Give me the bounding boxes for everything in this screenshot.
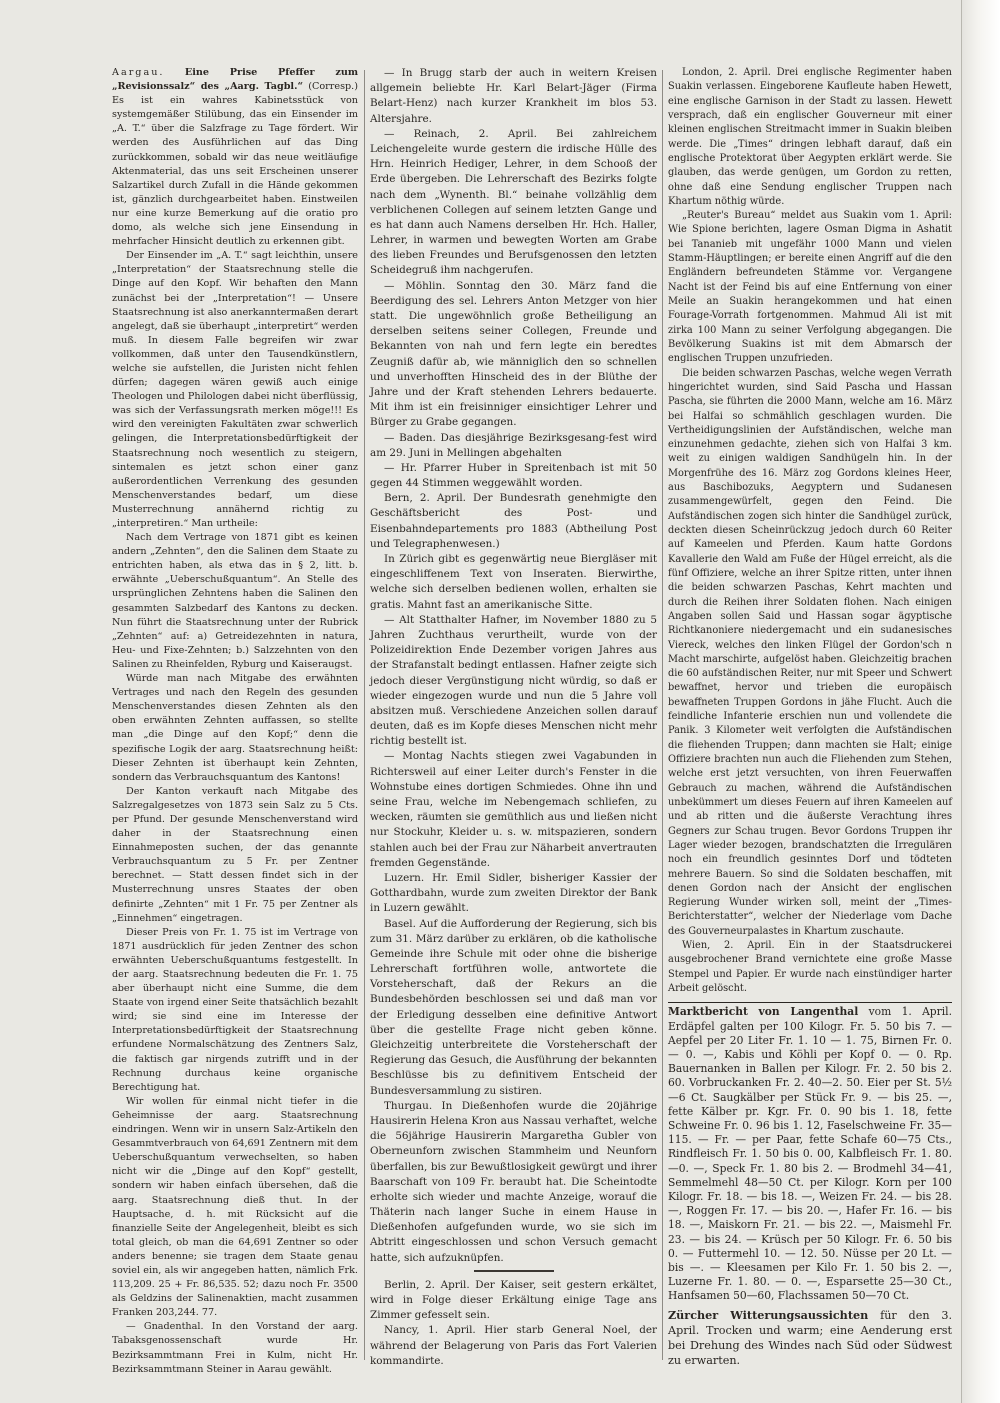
- article-paragraph: Dieser Preis von Fr. 1. 75 ist im Vertrage von 1871 ausdrücklich für jeden Zentner des schon erwähnten Ueberschußquantums festgestellt. In der aarg. Staatsrechnung bedeuten die Fr. 1. 75 aber überhaupt nicht eine Summe, die dem Staate von irgend einer Seite thatsächlich bezahlt wird; sie sind eine im Interesse der Interpretationsbedürftigkeit der Staatsrechnung erfundene Normalschätzung des Zentners Salz, die faktisch gar nirgends zutrifft und in der Rechnung durchaus keine organische Berechtigung hat.: [112, 926, 358, 1093]
- article-paragraph: Der Einsender im „A. T.“ sagt leichthin, unsere „Interpretation“ der Staatsrechnung stelle die Dinge auf den Kopf. Wir behaften den Mann zunächst bei der „Interpretation“! — Unsere Staatsrechnung ist also anerkanntermaßen derart angelegt, daß sie überhaupt „interpretirt“ werden muß. In diesem Falle begreifen wir zwar vollkommen, daß unter den Tausendkünstlern, welche sie aufstellen, die Juristen nicht fehlen dürfen; dagegen wären gewiß auch einige Theologen und Philologen dabei nicht überflüssig, was sich der Verfassungsrath merken möge!!! Es wird den vereinigten Fakultäten zwar schwerlich gelingen, die Interpretationsbedürftigkeit der Staatsrechnung noch wesentlich zu steigern, sintemalen es jetzt schon einer ganz außerordentlichen Verrenkung des gesunden Menschenverstandes bedarf, um diese Musterrechnung annähernd richtig zu „interpretiren.“ Man urtheile:: [112, 250, 358, 529]
- article-thurgau: Thurgau. In Dießenhofen wurde die 20jährige Hausirerin Helena Kron aus Nassau verhaftet, welche die 56jährige Hausirerin Margaretha Gubler von Oberneunforn zwischen Stammheim und Neunforn überfallen, bis zur Bewußtlosigkeit gewürgt und ihrer Baarschaft von 109 Fr. beraubt hat. Die Scheintodte erholte sich wieder und machte Anzeige, worauf die Thäterin nach langer Suche in einem Hause in Dießenhofen aufgefunden wurde, wo sie sich im Abtritt eingeschlossen und schon Versuch gemacht hatte, sich aufzuknüpfen.: [370, 1099, 657, 1264]
- article-richtersweil: — Montag Nachts stiegen zwei Vagabunden in Richtersweil auf einer Leiter durch's Fenster in die Wohnstube eines dortigen Schmiedes. Ohne ihn und seine Frau, welche im Nebengemach schliefen, zu wecken, räumten sie gemüthlich aus und ließen nicht nur Stockuhr, Kleider u. s. w. mitspazieren, sondern stahlen auch bei der Frau zur Näharbeit anvertrauten fremden Gegenstände.: [370, 750, 657, 869]
- place-heading: Aargau.: [112, 67, 165, 78]
- article-baden: — Baden. Das diesjährige Bezirksgesang-fest wird am 29. Juni in Mellingen abgehalten: [370, 431, 657, 459]
- weather-title: Zürcher Witterungsaussichten: [668, 1307, 869, 1322]
- column-rule: [364, 70, 365, 1360]
- column-3: [668, 66, 952, 1368]
- article-text: (Corresp.) Es ist ein wahres Kabinetsstück von systemgemäßer Stilübung, das ein Einsender im „A. T.“ über die Salzfrage zu Tage fördert. Wir werden des Ausführlichen auf das Ding zurückkommen, sobald wir das neue weitläufige Aktenmaterial, das uns seit Erscheinen unserer Salzartikel durch Zufall in die Hände gekommen ist, gänzlich durchgearbeitet haben. Einstweilen nur eine kurze Bemerkung auf die oratio pro domo, als welche sich jene Einsendung in mehrfacher Hinsicht deutlich zu erkennen gibt.: [112, 81, 358, 248]
- article-brugg: — In Brugg starb der auch in weitern Kreisen allgemein beliebte Hr. Karl Belart-Jäger (Firma Belart-Henz) nach kurzer Krankheit im blos 53. Altersjahre.: [370, 67, 657, 125]
- article-moehlin: — Möhlin. Sonntag den 30. März fand die Beerdigung des sel. Lehrers Anton Metzger von hier statt. Die ungewöhnlich große Betheiligung an derselben seitens seiner Collegen, Freunde und Bekannten von nah und fern legte ein beredtes Zeugniß dafür ab, wie männiglich den so schnellen und unverhofften Hinscheid des in der Blüthe der Jahre und der Kraft stehenden Lehrers bedauerte. Mit ihm ist ein freisinniger einsichtiger Lehrer und Bürger zu Grabe gegangen.: [370, 279, 657, 429]
- article-basel: Basel. Auf die Aufforderung der Regierung, sich bis zum 31. März darüber zu erklären, ob die katholische Gemeinde ihre Schule mit oder ohne die bisherige Lehrerschaft fortführen wolle, antwortete die Vorsteherschaft, daß der Rekurs an die Bundesbehörden beschlossen sei und daß man vor der Erledigung desselben eine definitive Antwort über die gestellte Frage nicht geben könne. Gleichzeitig unterbreitete die Vorsteherschaft der Regierung das Gesuch, die Ausführung der bekannten Beschlüsse bis zu definitivem Entscheid der Bundesversammlung zu sistiren.: [370, 917, 657, 1097]
- page-edge: [961, 0, 1000, 1403]
- column-rule: [662, 70, 663, 1360]
- weather-forecast: [668, 1308, 952, 1368]
- article-paragraph: Der Kanton verkauft nach Mitgabe des Salzregalgesetzes von 1873 sein Salz zu 5 Cts. per Pfund. Der gesunde Menschenverstand wird daher in der Staatsrechnung einen Einnahmeposten suchen, der das genannte Verbrauchsquantum zu 5 Fr. per Zentner berechnet. — Statt dessen findet sich in der Musterrechnung unsres Staates der oben definirte „Zehnten“ mit 1 Fr. 75 per Zentner als „Einnehmen“ eingetragen.: [112, 785, 358, 924]
- article-nancy: Nancy, 1. April. Hier starb General Noel, der während der Belagerung von Paris das Fort Valerien kommandirte.: [370, 1324, 657, 1367]
- article-london: London, 2. April. Drei englische Regimenter haben Suakin verlassen. Eingeborene Kaufleute haben Hewett, eine englische Garnison in der Stadt zu lassen. Hewett versprach, daß ein englischer Gouverneur mit einer kleinen englischen Streitmacht immer in Suakin bleiben werde. Die „Times“ dringen lebhaft darauf, daß ein englische Protektorat über Aegypten erklärt werde. Sie glauben, das werde genügen, um Gordon zu retten, ohne daß eine Sendung englischer Truppen nach Khartum nöthig würde.: [668, 67, 952, 207]
- article-title: Eine Prise Pfeffer zum „Revisionssalz“ des „Aarg. Tagbl.“: [112, 67, 358, 93]
- weather-text: für den 3. April. Trocken und warm; eine Aenderung erst bei Drehung des Windes nach Süd oder Südwest zu erwarten.: [668, 1308, 953, 1367]
- market-report: [668, 1002, 952, 1303]
- article-zuerich: In Zürich gibt es gegenwärtig neue Biergläser mit eingeschliffenem Text von Inseraten. Bierwirthe, welche sich derselben bedienen wollen, erhalten sie gratis. Mahnt fast an amerikanische Sitte.: [370, 553, 657, 611]
- article-paragraph: Würde man nach Mitgabe des erwähnten Vertrages und nach den Regeln des gesunden Menschenverstandes diesen Zehnten als den oben erwähnten Zehnten auffassen, so stellte man „die Dinge auf den Kopf;“ denn die spezifische Logik der aarg. Staatsrechnung heißt: Dieser Zehnten ist überhaupt kein Zehnten, sondern das Verbrauchsquantum des Kantons!: [112, 673, 358, 783]
- article-spreitenbach: — Hr. Pfarrer Huber in Spreitenbach ist mit 50 gegen 44 Stimmen weggewählt worden.: [370, 461, 657, 490]
- article-paragraph: Wir wollen für einmal nicht tiefer in die Geheimnisse der aarg. Staatsrechnung eindringen. Wenn wir in unsern Salz-Artikeln den Gesammtverbrauch von 64,691 Zentnern mit dem Ueberschußquantum verwechselten, so haben nicht wir die „Dinge auf den Kopf“ gestellt, sondern wir haben einfach übersehen, daß die aarg. Staatsrechnung dieß thut. In der Hauptsache, d. h. mit Rücksicht auf die finanzielle Seite der Angelegenheit, bleibt es sich total gleich, ob man die 64,691 Zentner so oder anders benenne; sie tragen dem Staate genau soviel ein, als wir angegeben hatten, nämlich Frk. 113,209. 25 + Fr. 86,535. 52; dazu noch Fr. 3500 als Geldzins der Salinenaktien, macht zusammen Franken 203,244. 77.: [112, 1095, 358, 1319]
- article-bern: Bern, 2. April. Der Bundesrath genehmigte den Geschäftsbericht des Post- und Eisenbahndepartements pro 1883 (Abtheilung Post und Telegraphenwesen.): [370, 492, 657, 550]
- article-aargau-salt: [112, 66, 358, 249]
- article-berlin: Berlin, 2. April. Der Kaiser, seit gestern erkältet, wird in Folge dieser Erkältung einige Tage ans Zimmer gefesselt sein.: [370, 1278, 657, 1322]
- article-luzern: Luzern. Hr. Emil Sidler, bisheriger Kassier der Gotthardbahn, wurde zum zweiten Direktor der Bank in Luzern gewählt.: [370, 871, 657, 915]
- section-divider: [474, 1270, 554, 1272]
- article-gnadenthal: — Gnadenthal. In den Vorstand der aarg. Tabaksgenossenschaft wurde Hr. Bezirksammtmann Frei in Kulm, nicht Hr. Bezirksammtmann Steiner in Aarau gewählt.: [112, 1321, 358, 1375]
- article-paragraph: Nach dem Vertrage von 1871 gibt es keinen andern „Zehnten“, den die Salinen dem Staate zu entrichten haben, als etwa das in § 2, litt. b. erwähnte „Ueberschußquantum“. An Stelle des ursprünglichen Zehntens haben die Salinen den gesammten Salzbedarf des Kantons zu decken. Nun führt die Staatsrechnung unter der Rubrick „Zehnten“ auf: a) Getreidezehnten in natura, Heu- und Fixe-Zehnten; b.) Salzzehnten von den Salinen zu Rheinfelden, Ryburg und Kaiseraugst.: [112, 532, 358, 670]
- article-reuter: „Reuter's Bureau“ meldet aus Suakin vom 1. April: Wie Spione berichten, lagere Osman Digma in Ashatit bei Tananieb mit ungefähr 1000 Mann und vielen Stamm-Häuptlingen; er bereite einen Angriff auf die den Engländern befreundeten Stämme vor. Vergangene Nacht ist der Feind bis auf eine Entfernung von einer Meile an Suakin herangekommen und hat einen Fourage-Vorrath fortgenommen. Mahmud Ali ist mit zirka 100 Mann zu seiner Verfolgung abgegangen. Die Bevölkerung Suakins ist mit dem Abmarsch der englischen Truppen unzufrieden.: [668, 210, 952, 365]
- column-2: [370, 66, 657, 1369]
- article-hafner: — Alt Statthalter Hafner, im November 1880 zu 5 Jahren Zuchthaus verurtheilt, wurde von der Polizeidirektion Ende Dezember vorigen Jahres aus der Strafanstalt bedingt entlassen. Hafner zeigte sich jedoch dieser Vergünstigung nicht würdig, so daß er wieder eingezogen wurde und nun die 5 Jahre voll absitzen muß. Verschiedene Anzeichen sollen darauf deuten, daß es im Kopfe dieses Menschen nicht mehr richtig bestellt ist.: [370, 613, 657, 748]
- market-report-title: Marktbericht von Langenthal: [668, 1005, 859, 1019]
- market-report-text: vom 1. April. Erdäpfel galten per 100 Kilogr. Fr. 5. 50 bis 7. — Aepfel per 20 Liter Fr. 1. 10 — 1. 75, Birnen Fr. 0. — 0. —, Kabis und Köhli per Kopf 0. — 0. Rp. Bauernanken in Ballen per Kilogr. Fr. 2. 50 bis 2. 60. Vorbruckanken Fr. 2. 40—2. 50. Eier per St. 5½—6 Ct. Saugkälber per Stück Fr. 9. — bis 25. —, fette Kälber pr. Kgr. Fr. 0. 90 bis 1. 18, fette Schweine Fr. 0. 96 bis 1. 12, Faselschweine Fr. 35—115. — Fr. — per Paar, fette Schafe 60—75 Cts., Rindfleisch Fr. 1. 50 bis 0. 00, Kalbfleisch Fr. 1. 80. —0. —, Speck Fr. 1. 80 bis 2. — Brodmehl 34—41, Semmelmehl 48—50 Ct. per Kilogr. Korn per 100 Kilogr. Fr. 18. — bis 18. —, Weizen Fr. 24. — bis 28. —, Roggen Fr. 17. — bis 20. —, Hafer Fr. 16. — bis 18. —, Maiskorn Fr. 21. — bis 22. —, Maismehl Fr. 23. — bis 24. — Krüsch per 50 Kilogr. Fr. 6. 50 bis 0. — Futtermehl 10. — 12. 50. Nüsse per 20 Lt. — bis —. — Kleesamen per Kilo Fr. 1. 50 bis 2. —, Luzerne Fr. 1. 80. — 0. —, Esparsette 25—30 Ct., Hanfsamen 50—60, Flachssamen 50—70 Ct.: [668, 1005, 952, 1303]
- article-reinach: — Reinach, 2. April. Bei zahlreichem Leichengeleite wurde gestern die irdische Hülle des Hrn. Heinrich Hediger, Lehrer, in dem Schooß der Erde übergeben. Die Lehrerschaft des Bezirks folgte nach dem „Wynenth. Bl.“ beinahe vollzählig dem verblichenen Collegen auf seinem letzten Gange und es hat dann auch Namens derselben Hr. Hch. Haller, Lehrer, in warmen und bewegten Worten am Grabe des lieben Freundes und Berufsgenossen den letzten Scheidegruß ihm nachgerufen.: [370, 127, 657, 277]
- article-gordon: Die beiden schwarzen Paschas, welche wegen Verrath hingerichtet wurden, sind Said Pascha und Hassan Pascha, sie führten die 2000 Mann, welche am 16. März bei Halfai so schmählich geschlagen wurden. Die Vertheidigungslinien der Aufständischen, welche man einzunehmen gedachte, ziehen sich von Halfai 3 km. weit zu einigen waldigen Sandhügeln hin. In der Morgenfrühe des 16. März zog Gordons kleines Heer, aus Baschibozuks, Aegyptern und Sudanesen zusammengewürfelt, gegen den Feind. Die Aufständischen zogen sich hinter die Sandhügel zurück, deckten diesen Scheinrückzug jedoch durch 60 Reiter auf Kameelen und Pferden. Kaum hatte Gordons Kavallerie den Wald am Fuße der Hügel erreicht, als die fünf Offiziere, welche an ihrer Spitze ritten, unter ihnen die beiden schwarzen Paschas, Kehrt machten und durch die Reihen ihrer Soldaten flohen. Nach einigen Angaben sollen Said und Hassan sogar ägyptische Richtkanoniere niedergemacht und ein sudanesisches Viereck, welches den linken Flügel der Gordon'sch n Macht marschirte, aufgelöst haben. Gleichzeitig brachen die 60 aufständischen Reiter, nur mit Speer und Schwert bewaffnet, hervor und trieben die europäisch bewaffneten Truppen Gordons in jähe Flucht. Auch die feindliche Infanterie erschien nun und vollendete die Panik. 3 Kilometer weit verfolgten die Aufständischen die fliehenden Truppen; dann machten sie Halt; einige Offiziere brachten nun auch die Fliehenden zum Stehen, welche erst jetzt versuchten, von ihren Feuerwaffen Gebrauch zu machen, während die Aufständischen unbekümmert um dieses Feuern auf ihren Kameelen auf und ab ritten und die äußerste Verachtung ihres Gegners zur Schau trugen. Bevor Gordons Truppen ihr Lager wieder bezogen, brandschatzten die Irregulären noch ein freundlich gesinntes Dorf und tödteten mehrere Bauern. So sind die Soldaten beschaffen, mit denen Gordon nach der Ansicht der englischen Regierung Wunder wirken soll, meint der „Times-Berichterstatter“, welcher der Niederlage vom Dache des Gouverneurpalastes in Khartum zuschaute.: [668, 367, 952, 937]
- column-1: [112, 66, 358, 1377]
- article-wien: Wien, 2. April. Ein in der Staatsdruckerei ausgebrochener Brand vernichtete eine große Masse Stempel und Papier. Er wurde nach einstündiger harter Arbeit gelöscht.: [668, 940, 952, 994]
